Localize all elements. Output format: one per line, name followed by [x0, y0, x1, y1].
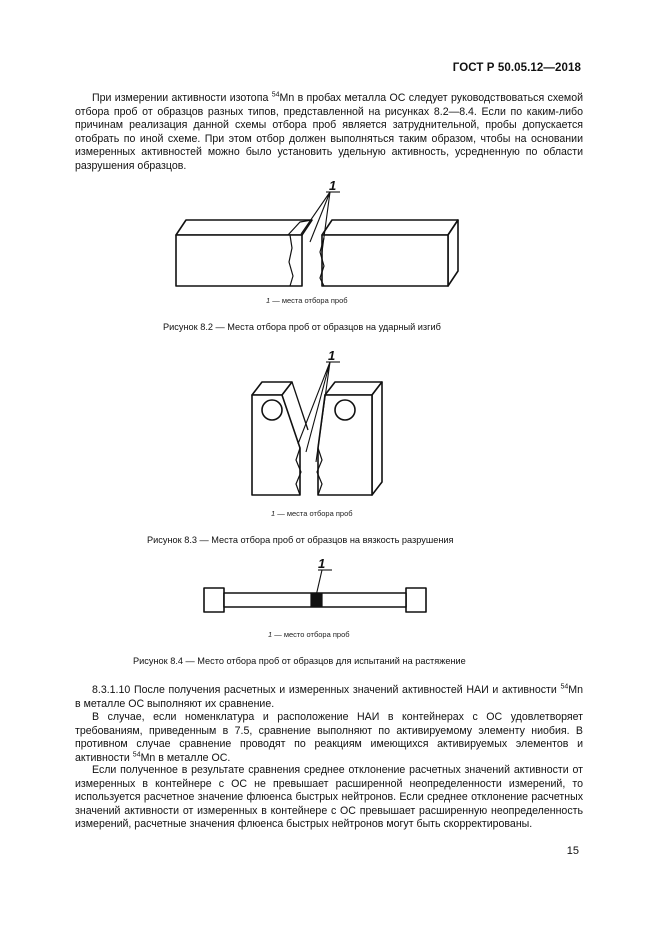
figure-8-4-drawing [0, 558, 661, 628]
fig82-legend-num: 1 [266, 296, 271, 305]
section-paragraph-3 [75, 764, 583, 832]
fig83-callout-label: 1 [328, 348, 336, 363]
fig83-caption: Рисунок 8.3 — Места отбора проб от образцов на вязкость разрушения [147, 535, 454, 545]
document-number: ГОСТ Р 50.05.12—2018 [452, 62, 581, 74]
fig83-legend [271, 509, 353, 518]
section-p2-text-a: В случае, если номенклатура и расположение НАИ в контейнерах с ОС удовлетворяет требованиям, приведенным в 7.5, сравнение выполняют по активируемому элементу ниобия. В противном случае сравнение проводят по реакциям имеющихся активируемых элементов и активности [75, 711, 583, 764]
fig84-legend [268, 630, 350, 639]
section-p1-text-a: 8.3.1.10 После получения расчетных и измеренных значений активностей НАИ и активности [92, 684, 561, 696]
fig84-legend-num: 1 [268, 630, 273, 639]
section-p1-superscript: 54 [560, 683, 569, 691]
section-paragraph-2 [75, 711, 583, 765]
section-p1-text-b: Mn в металле ОС выполняют их сравнение. [75, 684, 583, 710]
fig84-sample-zone [311, 593, 322, 607]
fig84-caption: Рисунок 8.4 — Место отбора проб от образцов для испытаний на растяжение [133, 656, 466, 666]
fig82-caption: Рисунок 8.2 — Места отбора проб от образцов на ударный изгиб [163, 322, 441, 332]
section-paragraph-1 [75, 684, 583, 711]
intro-paragraph [75, 92, 583, 174]
figure-8-2-drawing [0, 178, 661, 298]
fig82-legend [266, 296, 348, 305]
fig84-legend-text: — место отбора проб [272, 630, 350, 639]
isotope-superscript: 54 [271, 91, 280, 99]
section-p2-text-b: Mn в металле ОС. [140, 751, 231, 764]
fig82-legend-text: — места отбора проб [270, 296, 348, 305]
section-p3-text: Если полученное в результате сравнения среднее отклонение расчетных значений активности от измеренных в контейнере с ОС не превышает расширенной неопределенности измерений, то используется расчетное значение флюенса быстрых нейтронов. Если среднее отклонение расчетных значений активности от измеренных в контейнере с ОС превышает расширенную неопределенность измерений, расчетные значения флюенса быстрых нейтронов могут быть скорректированы. [75, 764, 583, 831]
intro-text-a: При измерении активности изотопа [92, 92, 272, 104]
fig83-legend-text: — места отбора проб [275, 509, 353, 518]
fig84-callout-label: 1 [318, 556, 326, 571]
fig82-callout-label: 1 [329, 178, 337, 193]
figure-8-3-drawing [0, 340, 661, 500]
page-number: 15 [566, 845, 579, 857]
intro-text-b: Mn в пробах металла ОС следует руководствоваться схемой отбора проб от образцов разных типов, представленной на рисунках 8.2—8.4. Если по каким-либо причинам реализация данной схемы отбора проб является затруднительной, пробы допускается отобрать по иной схеме. При этом отбор должен выполняться таким образом, чтобы на основании измеренных активностей можно было установить удельную активность, усредненную по области разрушения образцов. [75, 92, 584, 172]
fig83-legend-num: 1 [271, 509, 276, 518]
section-p2-superscript: 54 [132, 751, 141, 759]
